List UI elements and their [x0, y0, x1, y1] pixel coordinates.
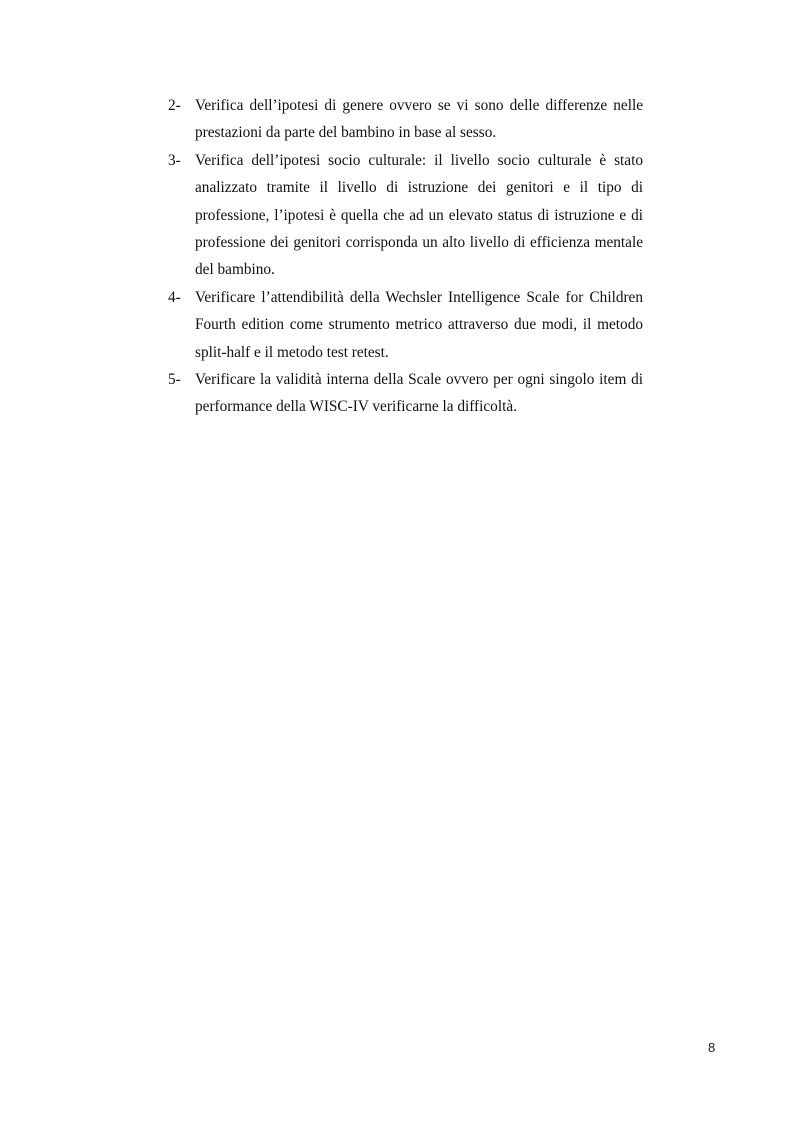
- list-item-number: 4-: [168, 288, 181, 306]
- list-item-text: Verificare la validità interna della Scale ovvero per ogni singolo item di performance della WISC-IV verificarne la difficoltà.: [195, 371, 643, 416]
- list-item-text: Verifica dell’ipotesi di genere ovvero se vi sono delle differenze nelle prestazioni da parte del bambino in base al sesso.: [195, 97, 643, 142]
- list-item-text: Verifica dell’ipotesi socio culturale: il livello socio culturale è stato analizzato tramite il livello di istruzione dei genitori e il tipo di professione, l’ipotesi è quella che ad un elevato status di istruzione e di professione dei genitori corrisponda un alto livello di efficienza mentale del bambino.: [195, 151, 643, 279]
- list-item-number: 2-: [168, 97, 181, 114]
- list-item-number: 3-: [168, 151, 181, 169]
- hypothesis-list: [168, 92, 643, 421]
- list-item-number: 5-: [168, 371, 181, 389]
- list-item: [168, 147, 643, 284]
- list-item: [168, 284, 643, 366]
- list-item-text: Verificare l’attendibilità della Wechsler Intelligence Scale for Children Fourth edition come strumento metrico attraverso due modi, il metodo split-half e il metodo test retest.: [195, 288, 643, 361]
- page-number: 8: [708, 1040, 716, 1055]
- list-item: [168, 366, 643, 421]
- list-item: [168, 92, 643, 147]
